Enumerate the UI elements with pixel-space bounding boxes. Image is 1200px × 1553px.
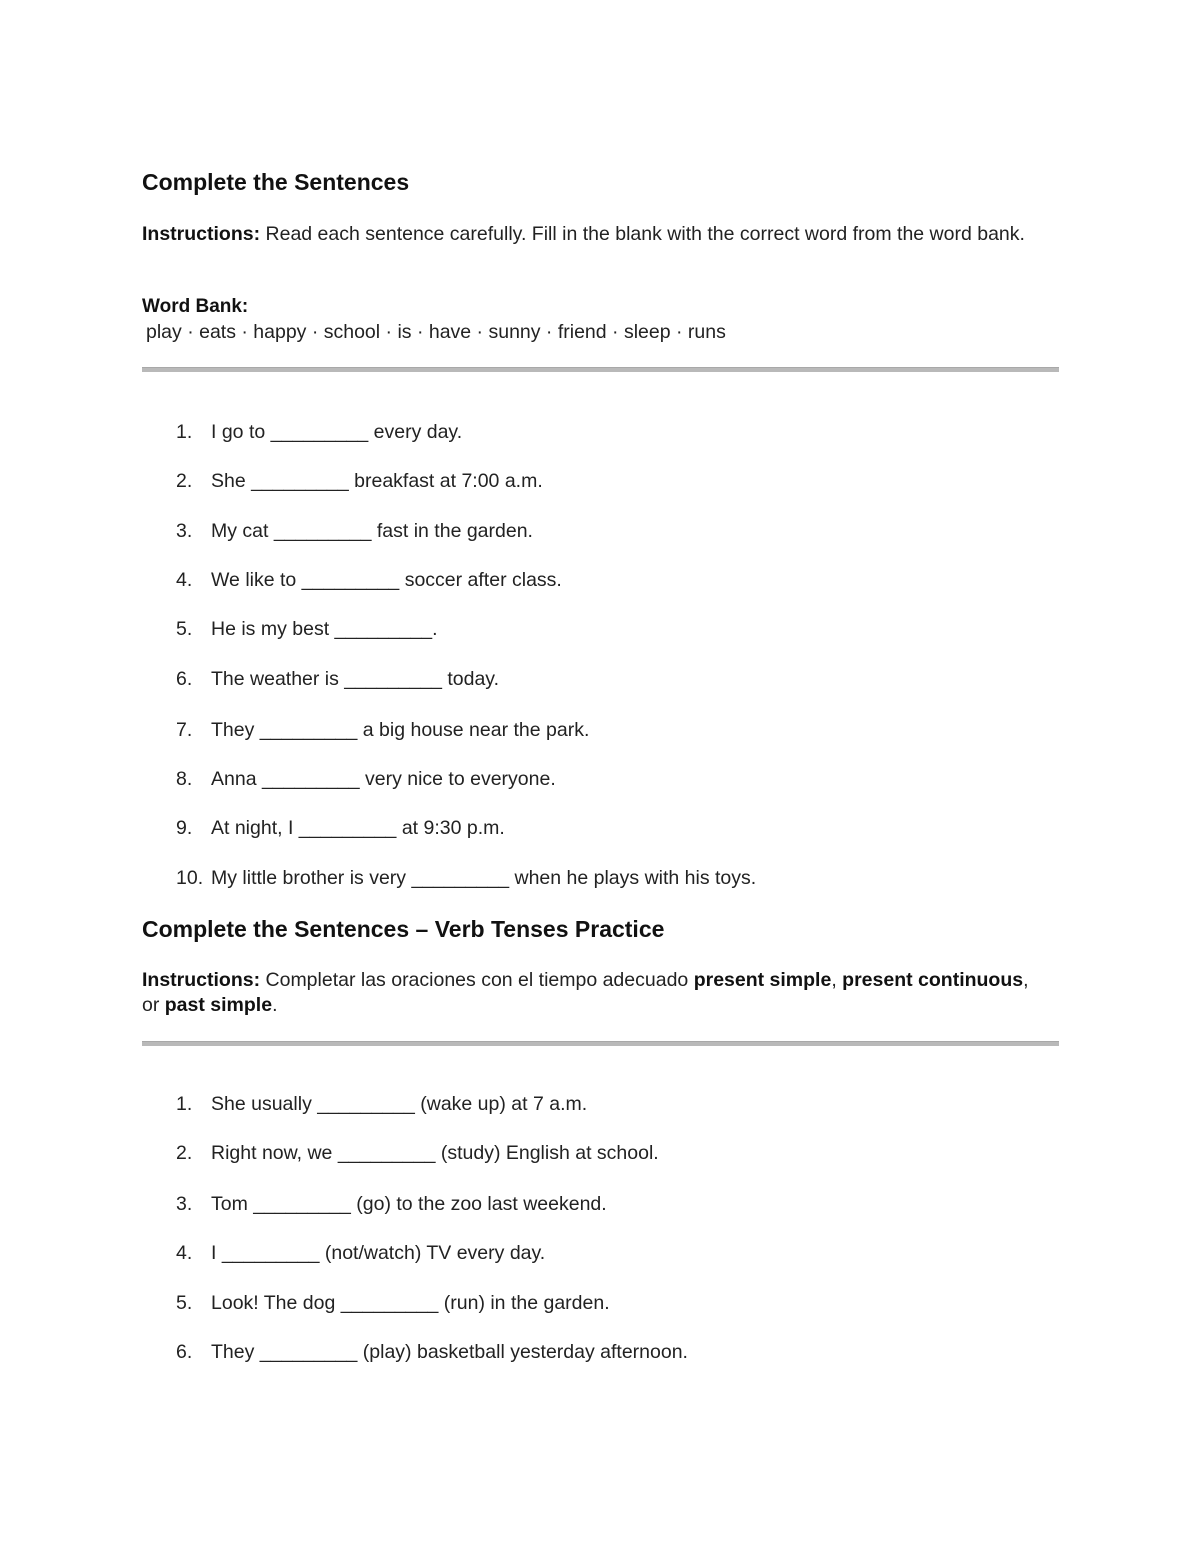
item-number: 1. (176, 421, 193, 443)
item-text: I go to _________ every day. (211, 421, 463, 443)
tense-present-continuous: present continuous (842, 969, 1024, 991)
divider (142, 1041, 1059, 1046)
list-item (176, 1193, 607, 1216)
separator: , or (142, 969, 1029, 1016)
item-text: They _________ (play) basketball yesterday afternoon. (211, 1341, 688, 1363)
word-bank-label: Word Bank: (142, 296, 249, 317)
list-item (176, 421, 462, 444)
item-number: 9. (176, 817, 193, 839)
item-text: We like to _________ soccer after class. (211, 569, 562, 591)
list-item (176, 817, 505, 840)
item-number: 10. (176, 867, 204, 889)
item-number: 8. (176, 768, 193, 790)
section-2-title: Complete the Sentences – Verb Tenses Practice (142, 916, 665, 942)
list-item (176, 1142, 659, 1165)
section-1-instructions (142, 222, 1042, 247)
item-text: He is my best _________. (211, 618, 438, 640)
divider (142, 367, 1059, 372)
instructions-text: Read each sentence carefully. Fill in the blank with the correct word from the word bank. (260, 223, 1025, 245)
item-text: I _________ (not/watch) TV every day. (211, 1242, 546, 1264)
item-number: 7. (176, 719, 193, 741)
item-number: 2. (176, 1142, 193, 1164)
list-item (176, 768, 556, 791)
item-number: 3. (176, 1193, 193, 1215)
item-number: 3. (176, 520, 193, 542)
item-text: Look! The dog _________ (run) in the garden. (211, 1292, 610, 1314)
item-number: 1. (176, 1093, 193, 1115)
item-text: Anna _________ very nice to everyone. (211, 768, 556, 790)
item-text: My cat _________ fast in the garden. (211, 520, 533, 542)
item-number: 2. (176, 470, 193, 492)
item-text: They _________ a big house near the park. (211, 719, 590, 741)
item-text: The weather is _________ today. (211, 668, 500, 690)
section-1-title: Complete the Sentences (142, 169, 410, 195)
list-item (176, 1292, 610, 1315)
section-2-instructions (142, 968, 1042, 1018)
list-item (176, 719, 589, 742)
item-number: 5. (176, 1292, 193, 1314)
item-number: 6. (176, 1341, 193, 1363)
list-item (176, 470, 543, 493)
list-item (176, 1341, 688, 1364)
list-item (176, 520, 533, 543)
item-text: At night, I _________ at 9:30 p.m. (211, 817, 505, 839)
tense-past-simple: past simple (164, 994, 273, 1016)
item-number: 5. (176, 618, 193, 640)
list-item (176, 569, 562, 592)
tense-present-simple: present simple (693, 969, 832, 991)
separator: , (831, 969, 843, 991)
list-item (176, 1242, 545, 1265)
item-number: 4. (176, 569, 193, 591)
list-item (176, 1093, 587, 1116)
list-item (176, 668, 499, 691)
period: . (272, 994, 278, 1016)
word-bank-list: play · eats · happy · school · is · have · sunny · friend · sleep · runs (146, 321, 726, 343)
item-number: 4. (176, 1242, 193, 1264)
list-item (176, 867, 756, 890)
list-item (176, 618, 438, 641)
instructions-label: Instructions: (142, 223, 261, 245)
item-text: She _________ breakfast at 7:00 a.m. (211, 470, 543, 492)
instructions-label: Instructions: (142, 969, 261, 991)
item-number: 6. (176, 668, 193, 690)
item-text: Right now, we _________ (study) English at school. (211, 1142, 659, 1164)
instructions-text: Completar las oraciones con el tiempo adecuado (260, 969, 694, 991)
item-text: My little brother is very _________ when he plays with his toys. (211, 867, 757, 889)
item-text: She usually _________ (wake up) at 7 a.m. (211, 1093, 588, 1115)
item-text: Tom _________ (go) to the zoo last weekend. (211, 1193, 607, 1215)
